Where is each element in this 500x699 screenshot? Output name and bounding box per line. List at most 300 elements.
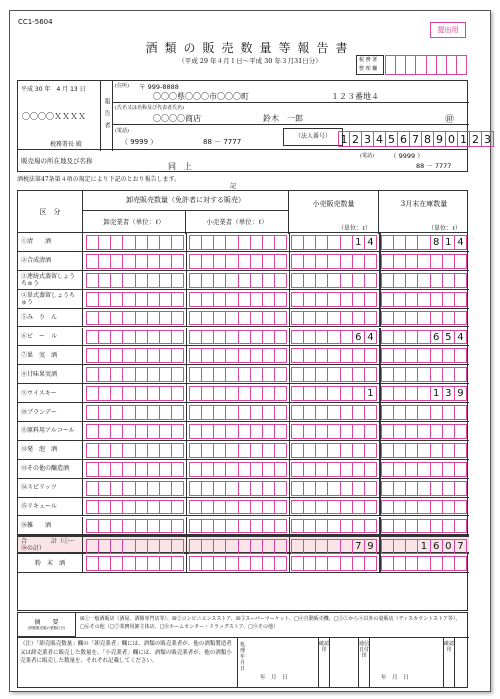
wholesale-retailer-cells-digit[interactable] [275, 500, 287, 515]
stock-cells-digit[interactable] [443, 311, 455, 326]
wholesale-retailer-cells-digit[interactable] [263, 539, 275, 554]
stock-cells-digit[interactable] [418, 330, 430, 345]
wholesale-licensee-cells-digit[interactable] [136, 348, 148, 363]
wholesale-licensee-cells-digit[interactable] [111, 330, 123, 345]
retail-cells-digit[interactable] [316, 481, 328, 496]
stock-cells-digit[interactable] [394, 500, 406, 515]
place-tel-number[interactable]: 88 － 7777 [416, 162, 452, 170]
stock-cells-digit[interactable] [418, 273, 430, 288]
stock-cells-digit[interactable]: 1 [443, 235, 455, 250]
wholesale-licensee-cells-digit[interactable] [99, 367, 111, 382]
stock-cells-digit[interactable] [406, 519, 418, 534]
stock-cells-digit[interactable] [394, 443, 406, 458]
wholesale-licensee-cells-digit[interactable] [123, 556, 135, 571]
stock-cells-digit[interactable] [431, 273, 443, 288]
retail-cells-digit[interactable] [328, 443, 340, 458]
wholesale-licensee-cells-digit[interactable] [99, 273, 111, 288]
retail-cells-digit[interactable] [341, 481, 353, 496]
retail-cells-digit[interactable] [341, 443, 353, 458]
wholesale-licensee-cells-digit[interactable] [111, 405, 123, 420]
wholesale-licensee-cells-digit[interactable] [148, 367, 160, 382]
stock-cells-digit[interactable] [418, 405, 430, 420]
corporate-number-digit[interactable]: 4 [374, 131, 386, 147]
stock-cells-digit[interactable]: 3 [443, 386, 455, 401]
wholesale-licensee-cells-digit[interactable] [136, 330, 148, 345]
retail-cells-digit[interactable] [316, 405, 328, 420]
wholesale-retailer-cells-digit[interactable] [189, 386, 202, 401]
stock-cells-digit[interactable] [394, 348, 406, 363]
retail-cells-digit[interactable] [328, 539, 340, 554]
wholesale-retailer-cells-digit[interactable] [214, 367, 226, 382]
retail-cells-digit[interactable] [328, 500, 340, 515]
stock-cells-digit[interactable] [443, 424, 455, 439]
wholesale-licensee-cells-digit[interactable] [148, 405, 160, 420]
wholesale-retailer-cells-digit[interactable] [189, 348, 202, 363]
stock-cells-digit[interactable] [406, 386, 418, 401]
wholesale-licensee-cells-digit[interactable] [160, 348, 172, 363]
corporate-number-digit[interactable]: 2 [470, 131, 482, 147]
wholesale-retailer-cells-digit[interactable] [275, 292, 287, 307]
retail-cells-digit[interactable] [341, 519, 353, 534]
wholesale-retailer-cells-digit[interactable] [263, 443, 275, 458]
wholesale-licensee-cells-digit[interactable] [172, 462, 184, 477]
corporate-number-digit[interactable]: 7 [410, 131, 422, 147]
stock-cells-digit[interactable] [381, 330, 394, 345]
corporate-number-digit[interactable]: 1 [458, 131, 470, 147]
stock-cells-digit[interactable] [443, 405, 455, 420]
stock-cells-digit[interactable] [418, 386, 430, 401]
postal-code[interactable]: 〒 999-8888 [139, 83, 179, 91]
retail-cells-digit[interactable] [353, 292, 365, 307]
wholesale-retailer-cells-digit[interactable] [214, 443, 226, 458]
stock-cells-digit[interactable] [406, 443, 418, 458]
wholesale-retailer-cells-digit[interactable] [189, 539, 202, 554]
wholesale-retailer-cells-digit[interactable] [251, 348, 263, 363]
stock-cells-digit[interactable] [418, 519, 430, 534]
stock-cells-digit[interactable] [418, 424, 430, 439]
wholesale-retailer-cells-digit[interactable] [239, 443, 251, 458]
wholesale-retailer-cells-digit[interactable] [263, 481, 275, 496]
retail-cells-digit[interactable]: 1 [365, 386, 377, 401]
stock-cells-digit[interactable] [418, 254, 430, 269]
wholesale-retailer-cells-digit[interactable] [202, 367, 214, 382]
wholesale-retailer-cells-digit[interactable] [263, 519, 275, 534]
stock-cells-digit[interactable] [418, 462, 430, 477]
stock-cells-digit[interactable] [394, 330, 406, 345]
wholesale-retailer-cells-digit[interactable] [189, 273, 202, 288]
wholesale-retailer-cells-digit[interactable] [226, 330, 238, 345]
wholesale-retailer-cells-digit[interactable] [275, 539, 287, 554]
stock-cells-digit[interactable] [406, 235, 418, 250]
wholesale-licensee-cells-digit[interactable] [172, 519, 184, 534]
wholesale-retailer-cells-digit[interactable] [226, 424, 238, 439]
wholesale-retailer-cells-digit[interactable] [226, 556, 238, 571]
retail-cells-digit[interactable] [316, 519, 328, 534]
stock-cells-digit[interactable] [418, 367, 430, 382]
stock-cells-digit[interactable]: 5 [443, 330, 455, 345]
wholesale-licensee-cells-digit[interactable] [148, 519, 160, 534]
wholesale-retailer-cells-digit[interactable] [263, 330, 275, 345]
wholesale-retailer-cells-digit[interactable] [239, 481, 251, 496]
wholesale-licensee-cells-digit[interactable] [123, 405, 135, 420]
wholesale-retailer-cells-digit[interactable] [239, 348, 251, 363]
stock-cells-digit[interactable] [431, 367, 443, 382]
retail-cells-digit[interactable] [304, 292, 316, 307]
retail-cells-digit[interactable] [304, 424, 316, 439]
wholesale-retailer-cells-digit[interactable] [275, 311, 287, 326]
corporate-number-digit[interactable]: 6 [398, 131, 410, 147]
wholesale-retailer-cells-digit[interactable] [226, 462, 238, 477]
wholesale-retailer-cells-digit[interactable] [226, 481, 238, 496]
wholesale-retailer-cells-digit[interactable] [214, 348, 226, 363]
wholesale-retailer-cells-digit[interactable] [226, 348, 238, 363]
wholesale-licensee-cells-digit[interactable] [160, 539, 172, 554]
retail-cells-digit[interactable] [291, 311, 304, 326]
report-date[interactable]: 平成 30 年 4 月 13 日 [21, 86, 86, 93]
retail-cells-digit[interactable] [365, 405, 377, 420]
wholesale-retailer-cells-digit[interactable] [226, 519, 238, 534]
retail-cells-digit[interactable] [328, 330, 340, 345]
stock-cells-digit[interactable] [418, 556, 430, 571]
retail-cells-digit[interactable] [304, 462, 316, 477]
stock-cells-digit[interactable] [406, 367, 418, 382]
retail-cells-digit[interactable] [365, 481, 377, 496]
wholesale-licensee-cells-digit[interactable] [172, 311, 184, 326]
wholesale-licensee-cells-digit[interactable] [172, 273, 184, 288]
wholesale-retailer-cells-digit[interactable] [251, 519, 263, 534]
stock-cells-digit[interactable] [455, 311, 467, 326]
wholesale-retailer-cells-digit[interactable] [239, 500, 251, 515]
wholesale-retailer-cells-digit[interactable] [202, 311, 214, 326]
stock-cells-digit[interactable] [431, 348, 443, 363]
wholesale-retailer-cells-digit[interactable] [251, 311, 263, 326]
wholesale-retailer-cells-digit[interactable] [202, 273, 214, 288]
office-cell[interactable] [437, 55, 447, 75]
wholesale-licensee-cells-digit[interactable] [99, 462, 111, 477]
wholesale-retailer-cells-digit[interactable] [239, 386, 251, 401]
wholesale-retailer-cells-digit[interactable] [226, 443, 238, 458]
wholesale-licensee-cells-digit[interactable] [123, 235, 135, 250]
retail-cells-digit[interactable] [365, 311, 377, 326]
wholesale-licensee-cells-digit[interactable] [111, 292, 123, 307]
retail-cells-digit[interactable] [291, 348, 304, 363]
corporate-number-digit[interactable]: 9 [434, 131, 446, 147]
retail-cells-digit[interactable] [316, 500, 328, 515]
stock-cells-digit[interactable] [443, 367, 455, 382]
retail-cells-digit[interactable]: 6 [353, 330, 365, 345]
wholesale-retailer-cells-digit[interactable] [275, 386, 287, 401]
wholesale-licensee-cells-digit[interactable] [123, 273, 135, 288]
stock-cells-digit[interactable] [394, 424, 406, 439]
wholesale-retailer-cells-digit[interactable] [226, 311, 238, 326]
retail-cells-digit[interactable] [304, 348, 316, 363]
wholesale-licensee-cells-digit[interactable] [172, 481, 184, 496]
retail-cells-digit[interactable]: 9 [365, 539, 377, 554]
retail-cells-digit[interactable] [353, 348, 365, 363]
stock-cells-digit[interactable] [394, 539, 406, 554]
wholesale-retailer-cells-digit[interactable] [189, 254, 202, 269]
wholesale-retailer-cells-digit[interactable] [275, 405, 287, 420]
stock-cells-digit[interactable] [381, 235, 394, 250]
stock-cells-digit[interactable] [443, 519, 455, 534]
wholesale-retailer-cells-digit[interactable] [263, 424, 275, 439]
retail-cells-digit[interactable] [316, 367, 328, 382]
wholesale-licensee-cells-digit[interactable] [86, 330, 99, 345]
wholesale-retailer-cells-digit[interactable] [189, 500, 202, 515]
wholesale-licensee-cells-digit[interactable] [160, 273, 172, 288]
retail-cells-digit[interactable] [353, 500, 365, 515]
wholesale-licensee-cells-digit[interactable] [160, 386, 172, 401]
wholesale-licensee-cells-digit[interactable] [86, 405, 99, 420]
wholesale-retailer-cells-digit[interactable] [251, 273, 263, 288]
retail-cells-digit[interactable] [328, 254, 340, 269]
stock-cells-digit[interactable] [455, 424, 467, 439]
wholesale-retailer-cells-digit[interactable] [214, 254, 226, 269]
stock-cells-digit[interactable] [381, 539, 394, 554]
wholesale-licensee-cells-digit[interactable] [160, 519, 172, 534]
stock-cells-digit[interactable] [455, 292, 467, 307]
retail-cells-digit[interactable] [304, 367, 316, 382]
retail-cells-digit[interactable] [304, 254, 316, 269]
retail-cells-digit[interactable] [341, 235, 353, 250]
retail-cells-digit[interactable] [328, 235, 340, 250]
stock-cells-digit[interactable] [406, 348, 418, 363]
wholesale-licensee-cells-digit[interactable] [86, 348, 99, 363]
wholesale-retailer-cells-digit[interactable] [189, 443, 202, 458]
wholesale-retailer-cells-digit[interactable] [239, 519, 251, 534]
wholesale-retailer-cells-digit[interactable] [263, 292, 275, 307]
wholesale-retailer-cells-digit[interactable] [189, 330, 202, 345]
wholesale-licensee-cells-digit[interactable] [172, 424, 184, 439]
wholesale-licensee-cells-digit[interactable] [148, 292, 160, 307]
retail-cells-digit[interactable] [304, 539, 316, 554]
stock-cells-digit[interactable] [418, 443, 430, 458]
retail-cells-digit[interactable] [316, 539, 328, 554]
wholesale-licensee-cells-digit[interactable] [111, 386, 123, 401]
wholesale-retailer-cells-digit[interactable] [275, 235, 287, 250]
stock-cells-digit[interactable] [455, 556, 467, 571]
wholesale-retailer-cells-digit[interactable] [214, 500, 226, 515]
retail-cells-digit[interactable] [328, 292, 340, 307]
stock-cells-digit[interactable] [381, 462, 394, 477]
wholesale-retailer-cells-digit[interactable] [263, 556, 275, 571]
stock-cells-digit[interactable] [406, 539, 418, 554]
stock-cells-digit[interactable] [443, 273, 455, 288]
wholesale-retailer-cells-digit[interactable] [189, 367, 202, 382]
wholesale-licensee-cells-digit[interactable] [136, 443, 148, 458]
office-cell[interactable] [396, 55, 406, 75]
retail-cells-digit[interactable] [328, 273, 340, 288]
retail-cells-digit[interactable] [353, 462, 365, 477]
wholesale-licensee-cells-digit[interactable] [111, 235, 123, 250]
wholesale-retailer-cells-digit[interactable] [226, 292, 238, 307]
retail-cells-digit[interactable] [291, 405, 304, 420]
retail-cells-digit[interactable] [304, 500, 316, 515]
wholesale-retailer-cells-digit[interactable] [251, 367, 263, 382]
wholesale-retailer-cells-digit[interactable] [202, 500, 214, 515]
shop-name[interactable]: 〇〇〇〇商店 [153, 114, 201, 123]
wholesale-retailer-cells-digit[interactable] [275, 556, 287, 571]
stock-cells-digit[interactable] [381, 386, 394, 401]
retail-cells-digit[interactable] [304, 481, 316, 496]
wholesale-licensee-cells-digit[interactable] [160, 481, 172, 496]
wholesale-licensee-cells-digit[interactable] [136, 519, 148, 534]
retail-cells-digit[interactable] [316, 443, 328, 458]
retail-cells-digit[interactable] [341, 405, 353, 420]
wholesale-retailer-cells-digit[interactable] [239, 330, 251, 345]
wholesale-licensee-cells-digit[interactable] [148, 348, 160, 363]
retail-cells-digit[interactable] [291, 330, 304, 345]
retail-cells-digit[interactable] [328, 405, 340, 420]
wholesale-retailer-cells-digit[interactable] [214, 539, 226, 554]
stock-cells-digit[interactable] [406, 481, 418, 496]
retail-cells-digit[interactable] [316, 254, 328, 269]
wholesale-retailer-cells-digit[interactable] [214, 235, 226, 250]
corporate-number-digit[interactable]: 1 [338, 131, 350, 147]
wholesale-retailer-cells-digit[interactable] [189, 292, 202, 307]
wholesale-retailer-cells-digit[interactable] [202, 348, 214, 363]
retail-cells-digit[interactable] [291, 292, 304, 307]
wholesale-retailer-cells-digit[interactable] [251, 330, 263, 345]
stock-cells-digit[interactable] [394, 405, 406, 420]
wholesale-licensee-cells-digit[interactable] [148, 330, 160, 345]
stock-cells-digit[interactable] [455, 519, 467, 534]
wholesale-retailer-cells-digit[interactable] [239, 462, 251, 477]
stock-cells-digit[interactable]: 6 [431, 539, 443, 554]
wholesale-licensee-cells-digit[interactable] [99, 519, 111, 534]
wholesale-retailer-cells-digit[interactable] [275, 348, 287, 363]
wholesale-retailer-cells-digit[interactable] [214, 424, 226, 439]
wholesale-licensee-cells-digit[interactable] [86, 292, 99, 307]
wholesale-retailer-cells-digit[interactable] [263, 273, 275, 288]
corporate-number-digit[interactable]: 3 [362, 131, 374, 147]
wholesale-licensee-cells-digit[interactable] [172, 405, 184, 420]
retail-cells-digit[interactable] [353, 273, 365, 288]
wholesale-retailer-cells-digit[interactable] [263, 386, 275, 401]
stock-cells-digit[interactable] [406, 462, 418, 477]
retail-cells-digit[interactable] [353, 405, 365, 420]
stock-cells-digit[interactable] [406, 500, 418, 515]
stock-cells-digit[interactable] [431, 462, 443, 477]
wholesale-licensee-cells-digit[interactable] [123, 462, 135, 477]
stock-cells-digit[interactable]: 9 [455, 386, 467, 401]
stock-cells-digit[interactable]: 0 [443, 539, 455, 554]
retail-cells-digit[interactable] [304, 443, 316, 458]
retail-cells-digit[interactable] [291, 481, 304, 496]
retail-cells-digit[interactable]: 7 [353, 539, 365, 554]
wholesale-licensee-cells-digit[interactable] [111, 481, 123, 496]
wholesale-licensee-cells-digit[interactable] [111, 254, 123, 269]
wholesale-retailer-cells-digit[interactable] [189, 311, 202, 326]
retail-cells-digit[interactable] [316, 292, 328, 307]
retail-cells-digit[interactable] [353, 443, 365, 458]
wholesale-licensee-cells-digit[interactable] [86, 500, 99, 515]
retail-cells-digit[interactable] [365, 424, 377, 439]
stock-cells-digit[interactable] [381, 292, 394, 307]
stock-cells-digit[interactable] [443, 500, 455, 515]
stock-cells-digit[interactable] [394, 386, 406, 401]
wholesale-retailer-cells-digit[interactable] [263, 235, 275, 250]
retail-cells-digit[interactable] [304, 273, 316, 288]
retail-cells-digit[interactable] [365, 556, 377, 571]
stock-cells-digit[interactable] [431, 292, 443, 307]
stock-cells-digit[interactable] [455, 405, 467, 420]
wholesale-retailer-cells-digit[interactable] [202, 443, 214, 458]
stock-cells-digit[interactable] [443, 462, 455, 477]
wholesale-licensee-cells-digit[interactable] [99, 235, 111, 250]
retail-cells-digit[interactable] [328, 556, 340, 571]
stock-cells-digit[interactable] [381, 500, 394, 515]
wholesale-retailer-cells-digit[interactable] [189, 481, 202, 496]
wholesale-licensee-cells-digit[interactable] [160, 443, 172, 458]
office-cell[interactable] [457, 55, 467, 75]
wholesale-licensee-cells-digit[interactable] [123, 292, 135, 307]
stock-cells-digit[interactable] [394, 462, 406, 477]
stock-cells-digit[interactable] [381, 405, 394, 420]
wholesale-retailer-cells-digit[interactable] [251, 539, 263, 554]
stock-cells-digit[interactable] [418, 311, 430, 326]
wholesale-licensee-cells-digit[interactable] [86, 481, 99, 496]
office-cell[interactable] [416, 55, 426, 75]
stock-cells-digit[interactable] [394, 292, 406, 307]
wholesale-licensee-cells-digit[interactable] [123, 348, 135, 363]
wholesale-licensee-cells-digit[interactable] [99, 330, 111, 345]
wholesale-licensee-cells-digit[interactable] [160, 405, 172, 420]
wholesale-licensee-cells-digit[interactable] [148, 235, 160, 250]
retail-cells-digit[interactable] [291, 235, 304, 250]
wholesale-licensee-cells-digit[interactable] [148, 254, 160, 269]
wholesale-licensee-cells-digit[interactable] [86, 273, 99, 288]
retail-cells-digit[interactable] [353, 386, 365, 401]
business-type-text[interactable]: ☒①一般酒販店（酒屋、酒類専門店等）、☒②コンビニエンスストア、☒③スーパーマーケット、□④自動販売機、□⑤①から④以外の量販店（ディスカウントストア等）、□⑥その他（□⑦業務用卸主体店、□⑧ホームセンター・ドラッグストア、□⑨その他） [80, 616, 461, 630]
wholesale-retailer-cells-digit[interactable] [239, 424, 251, 439]
retail-cells-digit[interactable] [316, 386, 328, 401]
wholesale-licensee-cells-digit[interactable] [99, 539, 111, 554]
wholesale-licensee-cells-digit[interactable] [111, 500, 123, 515]
wholesale-retailer-cells-digit[interactable] [214, 556, 226, 571]
stock-cells-digit[interactable] [431, 424, 443, 439]
stock-cells-digit[interactable]: 4 [455, 235, 467, 250]
stock-cells-digit[interactable] [406, 311, 418, 326]
wholesale-retailer-cells-digit[interactable] [214, 311, 226, 326]
wholesale-retailer-cells-digit[interactable] [202, 556, 214, 571]
wholesale-retailer-cells-digit[interactable] [202, 405, 214, 420]
retail-cells-digit[interactable] [316, 556, 328, 571]
stock-cells-digit[interactable] [406, 405, 418, 420]
wholesale-retailer-cells-digit[interactable] [251, 462, 263, 477]
retail-cells-digit[interactable] [341, 348, 353, 363]
retail-cells-digit[interactable] [304, 235, 316, 250]
wholesale-retailer-cells-digit[interactable] [202, 254, 214, 269]
wholesale-retailer-cells-digit[interactable] [263, 367, 275, 382]
wholesale-licensee-cells-digit[interactable] [111, 539, 123, 554]
wholesale-licensee-cells-digit[interactable] [160, 292, 172, 307]
corporate-number-digit[interactable]: 3 [482, 131, 494, 147]
wholesale-licensee-cells-digit[interactable] [111, 556, 123, 571]
wholesale-licensee-cells-digit[interactable] [148, 424, 160, 439]
stock-cells-digit[interactable] [443, 254, 455, 269]
retail-cells-digit[interactable] [328, 348, 340, 363]
wholesale-retailer-cells-digit[interactable] [263, 462, 275, 477]
wholesale-licensee-cells-digit[interactable] [123, 311, 135, 326]
stock-cells-digit[interactable] [381, 443, 394, 458]
wholesale-licensee-cells-digit[interactable] [99, 424, 111, 439]
stock-cells-digit[interactable] [381, 556, 394, 571]
wholesale-retailer-cells-digit[interactable] [214, 292, 226, 307]
wholesale-licensee-cells-digit[interactable] [111, 348, 123, 363]
retail-cells-digit[interactable] [353, 481, 365, 496]
wholesale-licensee-cells-digit[interactable] [123, 386, 135, 401]
